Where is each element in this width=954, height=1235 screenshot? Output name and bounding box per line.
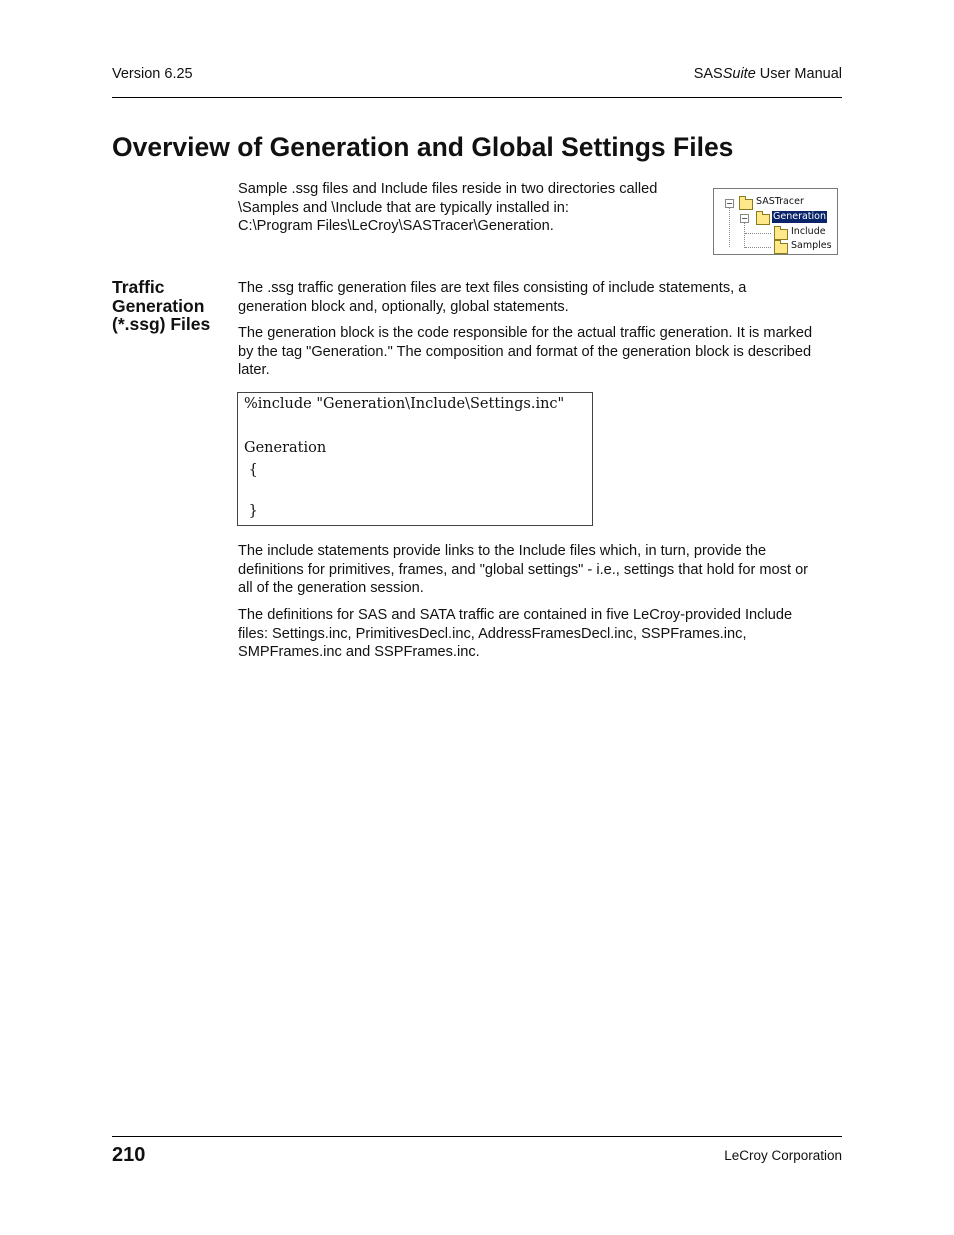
header-version: Version 6.25 (112, 66, 193, 82)
section-heading-line: Traffic (112, 277, 165, 297)
manual-suffix: User Manual (755, 66, 842, 82)
intro-line: C:\Program Files\LeCroy\SASTracer\Generation. (238, 218, 554, 234)
code-line: } (244, 503, 258, 519)
footer-rule (112, 1136, 842, 1137)
intro-line: Sample .ssg files and Include files reside in two directories called (238, 181, 658, 197)
manual-prefix: SAS (693, 66, 723, 82)
paragraph-line: all of the generation session. (238, 580, 424, 596)
tree-item-samples[interactable]: Samples (791, 240, 832, 251)
paragraph-line: The .ssg traffic generation files are text files consisting of include statements, a (238, 280, 747, 296)
paragraph-generation-block (238, 324, 843, 380)
paragraph-line: by the tag "Generation." The composition and format of the generation block is described (238, 343, 812, 360)
paragraph-definitions (238, 606, 843, 662)
collapse-icon[interactable]: − (741, 214, 748, 223)
paragraph-ssg-files (238, 279, 843, 316)
tree-item-generation[interactable]: Generation (773, 211, 826, 222)
code-sample-figure (237, 392, 593, 526)
section-heading-line: (*.ssg) Files (112, 314, 211, 334)
folder-icon (774, 229, 788, 240)
intro-line: \Samples and \Include that are typically installed in: (238, 199, 569, 216)
collapse-icon[interactable]: − (726, 199, 733, 208)
paragraph-line: definitions for primitives, frames, and "global settings" - i.e., settings that hold for most or (238, 561, 809, 578)
paragraph-line: files: Settings.inc, PrimitivesDecl.inc, AddressFramesDecl.inc, SSPFrames.inc, (238, 625, 747, 642)
section-heading-line: Generation (112, 295, 205, 316)
header-manual-title (694, 66, 842, 82)
page-number: 210 (112, 1144, 146, 1166)
tree-item-root[interactable]: SASTracer (756, 196, 804, 207)
code-line: Generation (244, 440, 327, 456)
paragraph-line: generation block and, optionally, global statements. (238, 298, 569, 315)
section-heading (112, 278, 210, 334)
page-title: Overview of Generation and Global Settings Files (112, 132, 734, 162)
folder-icon (739, 199, 753, 210)
code-line: { (244, 462, 258, 478)
footer-company: LeCroy Corporation (724, 1148, 842, 1163)
tree-item-include[interactable]: Include (791, 226, 826, 237)
paragraph-line: The definitions for SAS and SATA traffic are contained in five LeCroy-provided Include (238, 607, 793, 623)
code-line: %include "Generation\Include\Settings.inc" (244, 396, 565, 412)
manual-italic: Suite (722, 66, 756, 82)
intro-paragraph (238, 180, 698, 236)
folder-icon (774, 243, 788, 254)
paragraph-line: The include statements provide links to the Include files which, in turn, provide the (238, 543, 767, 559)
paragraph-line: later. (238, 362, 270, 378)
folder-tree-figure (713, 188, 838, 255)
paragraph-line: SMPFrames.inc and SSPFrames.inc. (238, 644, 480, 660)
header-rule (112, 97, 842, 98)
paragraph-include-statements (238, 542, 843, 598)
paragraph-line: The generation block is the code responsible for the actual traffic generation. It is marked (238, 325, 813, 341)
folder-open-icon (756, 214, 770, 225)
